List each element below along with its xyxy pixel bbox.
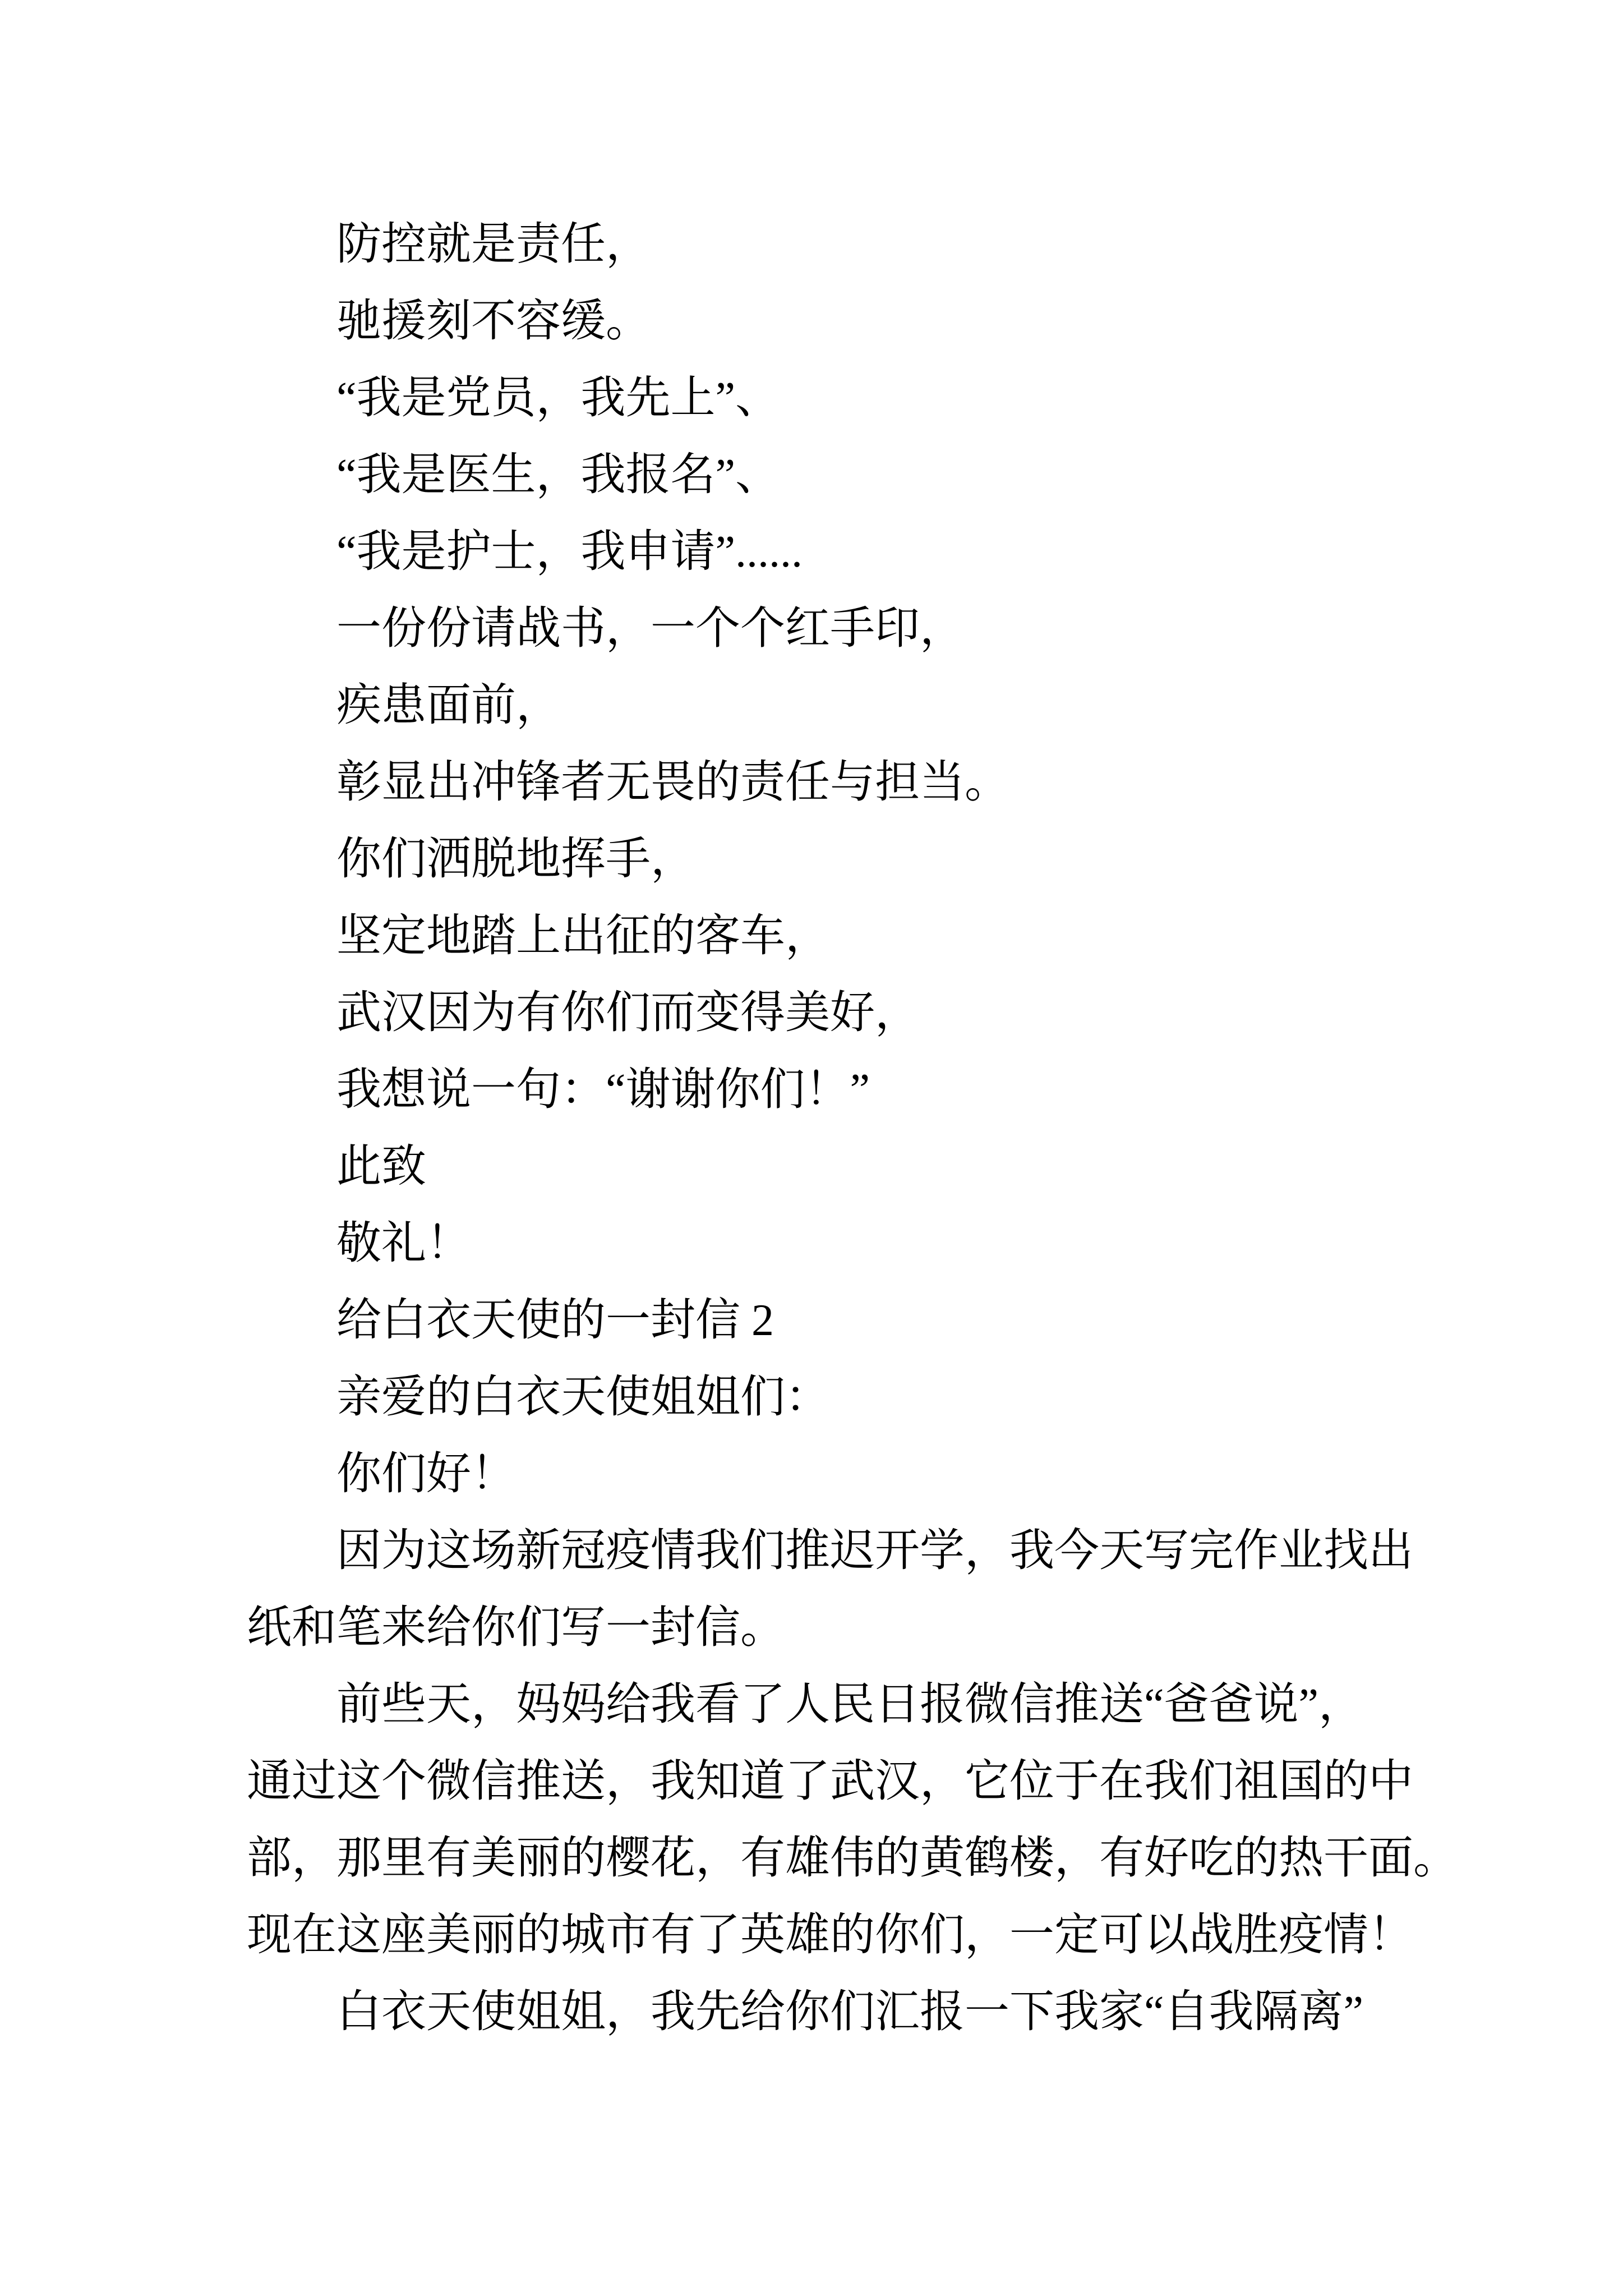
text-line: 部，那里有美丽的樱花，有雄伟的黄鹤楼，有好吃的热干面。 [247,1834,1458,1883]
text-line: 驰援刻不容缓。 [336,297,651,346]
text-line: 坚定地踏上出征的客车， [336,912,830,961]
text-line: 彰显出冲锋者无畏的责任与担当。 [336,758,1009,807]
text-line: 武汉因为有你们而变得美好， [336,988,920,1038]
text-line: 给白衣天使的一封信 2 [336,1296,774,1345]
text-line: 疾患面前， [336,681,561,730]
text-line: 通过这个微信推送，我知道了武汉，它位于在我们祖国的中 [247,1757,1413,1806]
text-line: 敬礼！ [336,1219,471,1268]
text-line: 一份份请战书，一个个红手印， [336,604,965,654]
text-line: 现在这座美丽的城市有了英雄的你们，一定可以战胜疫情！ [247,1911,1413,1960]
text-line: 因为这场新冠疫情我们推迟开学，我今天写完作业找出 [336,1526,1413,1576]
text-line: 你们洒脱地挥手， [336,835,695,884]
text-line: 亲爱的白衣天使姐姐们： [336,1373,830,1422]
text-line: 纸和笔来给你们写一封信。 [247,1603,785,1653]
text-line: 防控就是责任， [336,220,651,269]
text-line: “我是党员，我先上”、 [336,374,781,423]
text-line: 我想说一句：“谢谢你们！” [336,1065,870,1115]
text-line: 白衣天使姐姐，我先给你们汇报一下我家“自我隔离” [336,1987,1364,2037]
text-line: “我是医生，我报名”、 [336,450,781,500]
text-line: 前些天，妈妈给我看了人民日报微信推送“爸爸说”， [336,1680,1364,1729]
letter-body [247,206,1458,2051]
text-line: “我是护士，我申请”...... [336,527,803,577]
text-line: 你们好！ [336,1450,516,1499]
text-line: 此致 [336,1142,426,1191]
